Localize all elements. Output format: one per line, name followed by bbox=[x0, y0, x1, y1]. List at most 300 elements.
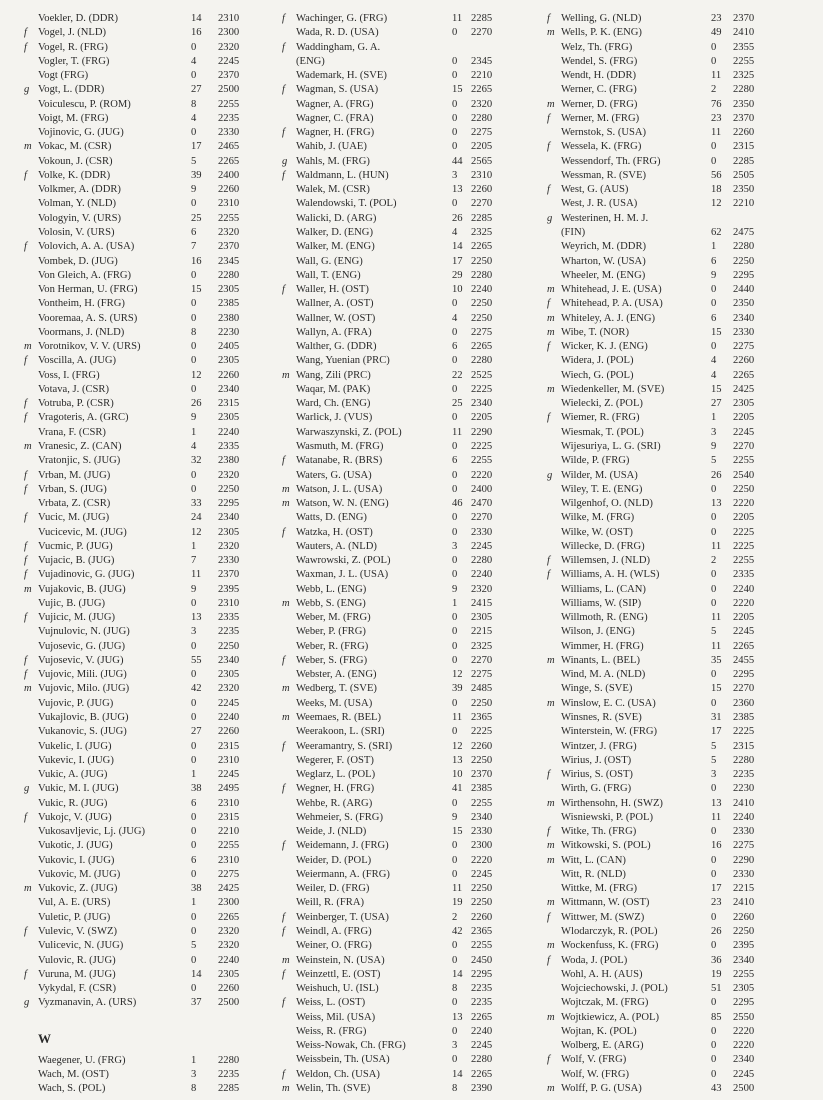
rating-value: 2310 bbox=[218, 597, 240, 609]
rating-value: 2275 bbox=[471, 127, 493, 139]
rating-value: 2330 bbox=[733, 826, 755, 838]
rating-value: 2265 bbox=[733, 369, 755, 381]
rating-value: 2315 bbox=[218, 740, 240, 752]
list-item bbox=[38, 982, 240, 996]
player-name: Whitehead, J. E. (USA) bbox=[561, 284, 662, 296]
games-count: 0 bbox=[452, 940, 458, 952]
player-name: Watts, D. (ENG) bbox=[296, 512, 367, 524]
player-name: Wolf, W. (FRG) bbox=[561, 1068, 630, 1080]
rating-value: 2395 bbox=[218, 583, 240, 595]
player-name: Weber, P. (FRG) bbox=[296, 626, 366, 638]
games-count: 13 bbox=[711, 797, 722, 809]
title-mark: g bbox=[282, 155, 288, 167]
list-item bbox=[24, 611, 240, 625]
title-mark: f bbox=[282, 526, 285, 538]
title-mark: f bbox=[24, 412, 27, 424]
player-name: Wessela, K. (FRG) bbox=[561, 141, 642, 153]
player-name: Wehbe, R. (ARG) bbox=[296, 797, 373, 809]
games-count: 0 bbox=[452, 868, 458, 880]
title-mark: m bbox=[24, 683, 32, 695]
games-count: 5 bbox=[711, 740, 717, 752]
player-name: Watson, W. N. (ENG) bbox=[296, 498, 389, 510]
games-count: 12 bbox=[191, 369, 202, 381]
player-name: Werner, D. (FRG) bbox=[561, 98, 638, 110]
rating-value: 2260 bbox=[733, 911, 755, 923]
title-mark: m bbox=[547, 654, 555, 666]
title-mark: m bbox=[547, 797, 555, 809]
player-name: Vujosevic, G. (JUG) bbox=[38, 640, 126, 652]
games-count: 31 bbox=[711, 712, 722, 724]
rating-value: 2550 bbox=[733, 1011, 755, 1023]
player-name: Werner, C. (FRG) bbox=[561, 84, 637, 96]
title-mark: m bbox=[547, 1011, 555, 1023]
games-count: 17 bbox=[711, 883, 722, 895]
rating-value: 2295 bbox=[218, 498, 240, 510]
rating-value: 2475 bbox=[733, 226, 755, 238]
list-item bbox=[24, 469, 240, 483]
title-mark: f bbox=[24, 612, 27, 624]
player-name: Waldmann, L. (HUN) bbox=[296, 169, 389, 181]
games-count: 0 bbox=[191, 341, 197, 353]
games-count: 0 bbox=[191, 868, 197, 880]
player-name: Von Herman, U. (FRG) bbox=[38, 284, 138, 296]
rating-value: 2370 bbox=[733, 112, 755, 124]
player-name: Westerinen, H. M. J. bbox=[561, 212, 649, 224]
rating-value: 2285 bbox=[471, 13, 493, 24]
rating-value: 2260 bbox=[733, 355, 755, 367]
rating-value: 2235 bbox=[218, 112, 240, 124]
games-count: 9 bbox=[711, 440, 717, 452]
title-mark: f bbox=[282, 455, 285, 467]
player-name: Vujosevic, V. (JUG) bbox=[38, 654, 124, 666]
player-name: Williams, W. (SIP) bbox=[561, 597, 642, 609]
games-count: 0 bbox=[452, 27, 458, 39]
list-item bbox=[38, 312, 240, 326]
player-name: Weishuch, U. (ISL) bbox=[296, 983, 379, 995]
games-count: 1 bbox=[191, 897, 197, 909]
player-name: Wlodarczyk, R. (POL) bbox=[561, 926, 658, 937]
list-item bbox=[38, 155, 240, 169]
rating-value: 2265 bbox=[471, 1011, 493, 1023]
games-count: 26 bbox=[711, 469, 722, 481]
player-name: Wach, M. (OST) bbox=[38, 1068, 109, 1080]
games-count: 9 bbox=[191, 184, 197, 196]
rating-value: 2330 bbox=[218, 127, 240, 139]
games-count: 0 bbox=[452, 797, 458, 809]
games-count: 3 bbox=[452, 1040, 458, 1052]
rating-value: 2280 bbox=[471, 269, 493, 281]
games-count: 42 bbox=[191, 683, 202, 695]
list-item bbox=[24, 26, 240, 40]
games-count: 3 bbox=[191, 1068, 197, 1080]
list-item bbox=[24, 682, 240, 696]
title-mark: f bbox=[24, 512, 27, 524]
player-name: Weber, M. (FRG) bbox=[296, 612, 371, 624]
games-count: 17 bbox=[711, 726, 722, 738]
games-count: 0 bbox=[452, 654, 458, 666]
player-name: Vukosavljevic, Lj. (JUG) bbox=[38, 826, 146, 838]
list-item bbox=[24, 511, 240, 525]
games-count: 6 bbox=[452, 341, 458, 353]
player-name: Vogel, J. (NLD) bbox=[38, 27, 107, 39]
rating-value: 2250 bbox=[218, 483, 240, 495]
rating-value: 2365 bbox=[471, 712, 493, 724]
player-name: Weeramantry, S. (SRI) bbox=[296, 740, 393, 752]
player-name: Williams, L. (CAN) bbox=[561, 583, 646, 595]
rating-value: 2340 bbox=[218, 383, 240, 395]
games-count: 25 bbox=[452, 398, 463, 410]
player-name: Wimmer, H. (FRG) bbox=[561, 640, 644, 652]
games-count: 39 bbox=[452, 683, 463, 695]
rating-value: 2270 bbox=[471, 27, 493, 39]
games-count: 3 bbox=[711, 426, 717, 438]
player-name: Wang, Yuenian (PRC) bbox=[296, 355, 390, 367]
list-item bbox=[38, 1068, 240, 1082]
player-name: Wielecki, Z. (POL) bbox=[561, 398, 643, 410]
list-item bbox=[38, 1054, 240, 1068]
list-item bbox=[24, 440, 240, 454]
games-count: 49 bbox=[711, 27, 722, 39]
player-name: Vukic, R. (JUG) bbox=[38, 797, 108, 809]
games-count: 0 bbox=[711, 526, 717, 538]
list-item bbox=[24, 654, 240, 668]
title-mark: f bbox=[282, 169, 285, 181]
player-name: Weiner, O. (FRG) bbox=[296, 940, 372, 952]
player-name: Wiedenkeller, M. (SVE) bbox=[561, 383, 665, 395]
player-name: Vukotic, J. (JUG) bbox=[38, 840, 113, 852]
games-count: 55 bbox=[191, 654, 202, 666]
games-count: 3 bbox=[452, 540, 458, 552]
player-name: Wintzer, J. (FRG) bbox=[561, 740, 637, 752]
player-name: Weinstein, N. (USA) bbox=[296, 954, 385, 966]
list-item bbox=[38, 768, 240, 782]
games-count: 11 bbox=[711, 612, 722, 624]
rating-value: 2305 bbox=[218, 968, 240, 980]
rating-value: 2390 bbox=[471, 1082, 493, 1094]
rating-value: 2275 bbox=[733, 840, 755, 852]
rating-value: 2335 bbox=[218, 440, 240, 452]
player-name: West, G. (AUS) bbox=[561, 184, 629, 196]
games-count: 11 bbox=[452, 13, 463, 24]
list-item bbox=[38, 725, 240, 739]
rating-value: 2305 bbox=[218, 526, 240, 538]
player-name: Wall, T. (ENG) bbox=[296, 269, 361, 281]
games-count: 12 bbox=[452, 669, 463, 681]
rating-value: 2455 bbox=[733, 654, 755, 666]
games-count: 9 bbox=[711, 269, 717, 281]
player-name: Wallyn, A. (FRA) bbox=[296, 326, 372, 338]
player-name: Vragoteris, A. (GRC) bbox=[38, 412, 129, 424]
rating-value: 2565 bbox=[471, 155, 493, 167]
title-mark: f bbox=[282, 740, 285, 752]
player-name: Watzka, H. (OST) bbox=[296, 526, 373, 538]
list-item bbox=[24, 169, 240, 183]
games-count: 0 bbox=[191, 697, 197, 709]
games-count: 15 bbox=[711, 326, 722, 338]
player-name: Volosin, V. (URS) bbox=[38, 226, 115, 238]
player-name: Wademark, H. (SVE) bbox=[296, 70, 387, 82]
rating-value: 2225 bbox=[471, 726, 493, 738]
player-name: Wockenfuss, K. (FRG) bbox=[561, 940, 659, 952]
games-count: 1 bbox=[711, 241, 717, 253]
rating-value: 2330 bbox=[733, 868, 755, 880]
games-count: 0 bbox=[711, 854, 717, 866]
player-name: Winterstein, W. (FRG) bbox=[561, 726, 658, 738]
title-mark: m bbox=[282, 498, 290, 510]
player-name: Watson, J. L. (USA) bbox=[296, 483, 383, 495]
player-name: Vujicic, M. (JUG) bbox=[38, 612, 116, 624]
games-count: 17 bbox=[191, 141, 202, 153]
list-item bbox=[24, 996, 240, 1010]
rating-value: 2205 bbox=[733, 612, 755, 624]
title-mark: f bbox=[547, 569, 550, 581]
player-name: Wagner, C. (FRA) bbox=[296, 112, 374, 124]
rating-value: 2240 bbox=[471, 284, 493, 296]
player-name: Witke, Th. (FRG) bbox=[561, 826, 637, 838]
player-name: Wibe, T. (NOR) bbox=[561, 326, 630, 338]
player-name: Wahls, M. (FRG) bbox=[296, 155, 370, 167]
player-name: Vyzmanavin, A. (URS) bbox=[38, 997, 137, 1009]
title-mark: f bbox=[282, 13, 285, 24]
rating-value: 2310 bbox=[218, 854, 240, 866]
list-item bbox=[38, 597, 240, 611]
rating-value: 2245 bbox=[733, 426, 755, 438]
rating-value: 2370 bbox=[218, 569, 240, 581]
rating-value: 2410 bbox=[733, 797, 755, 809]
rating-value: 2250 bbox=[471, 883, 493, 895]
rating-value: 2320 bbox=[218, 940, 240, 952]
player-name: Weldon, Ch. (USA) bbox=[296, 1068, 380, 1080]
player-name: Wegner, H. (FRG) bbox=[296, 783, 375, 795]
rating-value: 2270 bbox=[471, 654, 493, 666]
games-count: 42 bbox=[452, 926, 463, 937]
rating-value: 2325 bbox=[733, 70, 755, 82]
title-mark: m bbox=[547, 98, 555, 110]
title-mark: f bbox=[24, 926, 27, 937]
games-count: 0 bbox=[711, 341, 717, 353]
rating-value: 2500 bbox=[218, 84, 240, 96]
games-count: 38 bbox=[191, 883, 202, 895]
list-item bbox=[38, 939, 240, 953]
games-count: 12 bbox=[711, 198, 722, 210]
games-count: 13 bbox=[191, 612, 202, 624]
player-name: Winslow, E. C. (USA) bbox=[561, 697, 656, 709]
games-count: 5 bbox=[711, 754, 717, 766]
rating-value: 2245 bbox=[471, 540, 493, 552]
games-count: 27 bbox=[191, 726, 202, 738]
games-count: 8 bbox=[452, 983, 458, 995]
title-mark: f bbox=[547, 298, 550, 310]
rating-value: 2290 bbox=[733, 854, 755, 866]
rating-value: 2370 bbox=[733, 13, 755, 24]
rating-value: 2410 bbox=[733, 897, 755, 909]
games-count: 25 bbox=[191, 212, 202, 224]
games-count: 13 bbox=[452, 754, 463, 766]
player-name: Wirius, J. (OST) bbox=[561, 754, 632, 766]
games-count: 0 bbox=[191, 597, 197, 609]
games-count: 22 bbox=[452, 369, 463, 381]
list-item bbox=[38, 854, 240, 868]
player-name: Von Gleich, A. (FRG) bbox=[38, 269, 132, 281]
list-item bbox=[24, 668, 240, 682]
player-name: Walicki, D. (ARG) bbox=[296, 212, 377, 224]
rating-value: 2340 bbox=[471, 811, 493, 823]
games-count: 0 bbox=[191, 483, 197, 495]
rating-value: 2305 bbox=[471, 612, 493, 624]
games-count: 0 bbox=[452, 198, 458, 210]
rating-value: 2250 bbox=[471, 298, 493, 310]
games-count: 0 bbox=[711, 41, 717, 53]
player-name: Weiss, Mil. (USA) bbox=[296, 1011, 376, 1023]
player-name: Webb, L. (ENG) bbox=[296, 583, 367, 595]
games-count: 0 bbox=[191, 70, 197, 82]
games-count: 0 bbox=[452, 1025, 458, 1037]
rating-value: 2295 bbox=[471, 968, 493, 980]
rating-value: 2255 bbox=[218, 98, 240, 110]
games-count: 6 bbox=[711, 255, 717, 267]
games-count: 1 bbox=[191, 540, 197, 552]
rating-value: 2245 bbox=[218, 769, 240, 781]
games-count: 0 bbox=[711, 141, 717, 153]
games-count: 0 bbox=[191, 712, 197, 724]
games-count: 0 bbox=[452, 697, 458, 709]
rating-value: 2255 bbox=[733, 968, 755, 980]
games-count: 3 bbox=[711, 769, 717, 781]
list-item bbox=[24, 540, 240, 554]
rating-value: 2260 bbox=[218, 184, 240, 196]
rating-value: 2310 bbox=[218, 754, 240, 766]
games-count: 0 bbox=[452, 526, 458, 538]
title-mark: f bbox=[24, 540, 27, 552]
rating-value: 2360 bbox=[733, 697, 755, 709]
player-name: Vontheim, H. (FRG) bbox=[38, 298, 125, 310]
games-count: 11 bbox=[711, 540, 722, 552]
games-count: 0 bbox=[452, 355, 458, 367]
player-name: Vujic, B. (JUG) bbox=[38, 597, 106, 609]
games-count: 2 bbox=[452, 911, 458, 923]
games-count: 51 bbox=[711, 983, 722, 995]
games-count: 0 bbox=[711, 697, 717, 709]
rating-value: 2500 bbox=[218, 997, 240, 1009]
rating-value: 2285 bbox=[218, 1083, 240, 1095]
player-name: Willmoth, R. (ENG) bbox=[561, 612, 648, 624]
rating-value: 2415 bbox=[471, 597, 493, 609]
rating-value: 2265 bbox=[733, 640, 755, 652]
games-count: 12 bbox=[452, 740, 463, 752]
games-count: 0 bbox=[452, 298, 458, 310]
rating-value: 2235 bbox=[471, 983, 493, 995]
title-mark: f bbox=[547, 184, 550, 196]
rating-value: 2495 bbox=[218, 783, 240, 795]
games-count: 10 bbox=[452, 769, 463, 781]
rating-value: 2340 bbox=[471, 398, 493, 410]
rating-value: 2230 bbox=[733, 783, 755, 795]
rating-value: 2240 bbox=[218, 954, 240, 966]
rating-value: 2260 bbox=[733, 127, 755, 139]
title-mark: m bbox=[282, 597, 290, 609]
player-name: (ENG) bbox=[296, 55, 325, 67]
list-item bbox=[24, 583, 240, 597]
rating-value: 2250 bbox=[733, 483, 755, 495]
rating-value: 2245 bbox=[471, 1040, 493, 1052]
rating-value: 2220 bbox=[733, 498, 755, 510]
title-mark: f bbox=[24, 41, 27, 53]
rating-value: 2285 bbox=[733, 155, 755, 167]
list-item bbox=[24, 554, 240, 568]
player-name: Volkmer, A. (DDR) bbox=[38, 184, 121, 196]
rating-value: 2365 bbox=[471, 926, 493, 937]
games-count: 0 bbox=[711, 826, 717, 838]
list-item bbox=[24, 411, 240, 425]
rating-value: 2295 bbox=[733, 269, 755, 281]
rating-value: 2265 bbox=[471, 341, 493, 353]
player-name: Weiss, R. (FRG) bbox=[296, 1025, 367, 1037]
list-item bbox=[38, 825, 240, 839]
title-mark: f bbox=[282, 127, 285, 139]
games-count: 0 bbox=[452, 469, 458, 481]
player-name: Wall, G. (ENG) bbox=[296, 255, 363, 267]
games-count: 19 bbox=[711, 968, 722, 980]
rating-value: 2220 bbox=[733, 1040, 755, 1052]
player-name: (FIN) bbox=[561, 226, 586, 238]
player-name: Wiley, T. E. (ENG) bbox=[561, 483, 643, 495]
list-item bbox=[38, 954, 240, 968]
rating-value: 2315 bbox=[733, 141, 755, 153]
games-count: 11 bbox=[711, 811, 722, 823]
player-name: Votruba, P. (CSR) bbox=[38, 398, 114, 410]
player-name: Weinberger, T. (USA) bbox=[296, 911, 389, 923]
player-name: Vogel, R. (FRG) bbox=[38, 41, 108, 53]
player-name: Vukovic, M. (JUG) bbox=[38, 868, 121, 880]
rating-value: 2330 bbox=[471, 526, 493, 538]
player-name: Vukojc, V. (JUG) bbox=[38, 811, 112, 823]
list-item bbox=[38, 297, 240, 311]
games-count: 0 bbox=[191, 355, 197, 367]
player-name: Winants, L. (BEL) bbox=[561, 654, 641, 666]
title-mark: f bbox=[282, 911, 285, 923]
player-name: Weber, S. (FRG) bbox=[296, 654, 368, 666]
games-count: 0 bbox=[452, 112, 458, 124]
player-name: Wirthensohn, H. (SWZ) bbox=[561, 797, 663, 809]
games-count: 13 bbox=[452, 1011, 463, 1023]
title-mark: f bbox=[24, 169, 27, 181]
rating-value: 2235 bbox=[218, 1068, 240, 1080]
player-name: Vukelic, I. (JUG) bbox=[38, 740, 112, 752]
title-mark: m bbox=[547, 312, 555, 324]
player-name: Wolf, V. (FRG) bbox=[561, 1054, 627, 1066]
rating-value: 2300 bbox=[218, 27, 240, 39]
player-name: Winge, S. (SVE) bbox=[561, 683, 633, 695]
player-name: Vulevic, V. (SWZ) bbox=[38, 926, 118, 937]
games-count: 16 bbox=[191, 27, 202, 39]
player-name: Walker, M. (ENG) bbox=[296, 241, 375, 253]
games-count: 41 bbox=[452, 783, 463, 795]
title-mark: f bbox=[547, 341, 550, 353]
games-count: 26 bbox=[452, 212, 463, 224]
games-count: 0 bbox=[711, 583, 717, 595]
list-item bbox=[24, 483, 240, 497]
title-mark: f bbox=[547, 412, 550, 424]
games-count: 1 bbox=[191, 426, 197, 438]
games-count: 0 bbox=[711, 483, 717, 495]
games-count: 35 bbox=[711, 654, 722, 666]
games-count: 4 bbox=[191, 112, 197, 124]
list-item bbox=[24, 41, 240, 55]
games-count: 11 bbox=[711, 127, 722, 139]
rating-value: 2315 bbox=[218, 398, 240, 410]
rating-value: 2310 bbox=[218, 198, 240, 210]
title-mark: m bbox=[282, 1082, 290, 1094]
